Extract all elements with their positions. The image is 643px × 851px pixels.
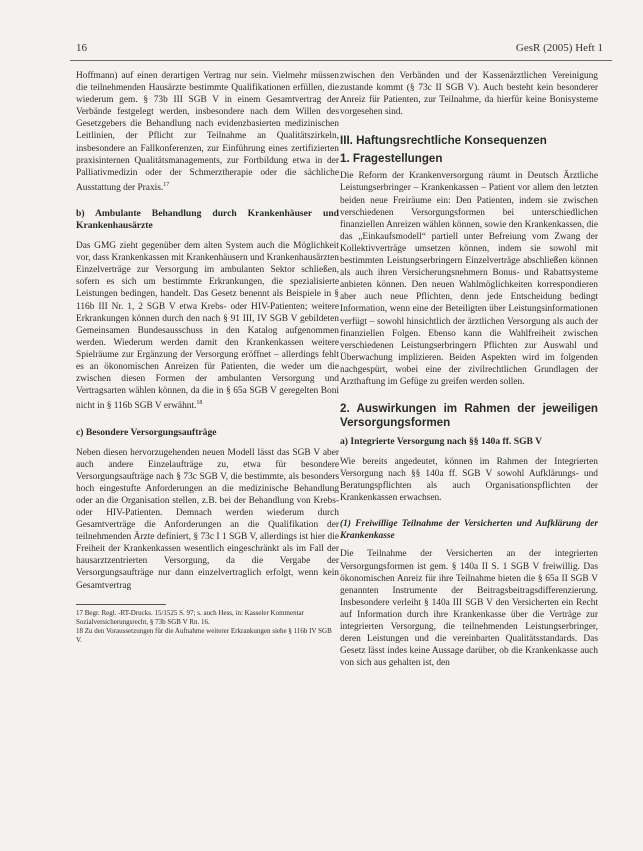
header-rule xyxy=(70,60,612,61)
footnote-ref: 18 xyxy=(196,400,203,407)
right-column xyxy=(340,70,598,669)
footnote: 18 Zu den Voraussetzungen für die Aufnahme weiterer Erkrankungen siehe § 116b IV SGB V. xyxy=(76,626,332,644)
section-heading-2: 2. Auswirkungen im Rahmen der jeweiligen Versorgungsformen xyxy=(340,402,598,430)
paragraph-a1: Die Teilnahme der Versicherten an der integrierten Versorgungsformen ist gem. § 140a II S. 1 SGB V freiwillig. Das ökonomischen Anreiz für ihre Teilnahme bieten die § 65a II SGB V genannten Instrumente der Beitragsbeitragsdifferenzierung. Insbesondere verleiht § 140a III SGB V den Versicherten ein Recht auf Information durch ihre Krankenkasse über die Verträge zur integrierten Versorgung, die teilnehmenden Leistungserbringer, deren Leistungen und die vereinbarten Qualitätsstandards. Das Gesetz lässt indes keine Aussage darüber, ob die Krankenkasse auch von sich aus gehalten ist, den xyxy=(340,549,598,669)
left-column xyxy=(76,70,339,645)
paragraph-intro xyxy=(76,70,339,194)
footnotes xyxy=(76,609,339,645)
paragraph-c: Neben diesen hervorzugehenden neuen Modell lässt das SGB V aber auch andere Einzelaufträge zu, etwa für besondere Versorgungsaufträge nach § 73c SGB V, die bestimmte, als besonders hoch eingestufte Anforderungen an die medizinische Behandlung oder an die Organisation stellen, z.B. bei der Behandlung von Krebs- oder HIV-Patienten. Demnach werden wiederum durch Gesamtverträge die Anforderungen an die Qualifikation der teilnehmenden Ärzte definiert, § 73c I 1 SGB V, allerdings ist hier die Freiheit der Krankenkassen wesentlich eingeschränkt als im Fall der hausarztzentrierten Versorgung, da die Vergabe der Versorgungsaufträge nur dann einzelvertraglich erfolgt, wenn kein Gesamtvertrag xyxy=(76,447,339,591)
footnote-ref: 17 xyxy=(163,181,170,188)
page-number: 16 xyxy=(76,42,87,54)
journal-reference: GesR (2005) Heft 1 xyxy=(515,42,603,54)
paragraph-text: Das GMG zieht gegenüber dem alten System auch die Möglichkeit vor, dass Krankenkassen mit Krankenhäusern und Krankenhausärzten Einzelverträge zur Versorgung im ambulanten Sektor schließen, sofern es sich um bestimmte Erkrankungen, die spezialisierte Leistungen bedingen, handelt. Das Gesetz benennt als Beispiele in § 116b III Nr. 1, 2 SGB V etwa Krebs- oder HIV-Patienten; weitere Erkrankungen können durch den nach § 91 III, IV SGB V gebildeten Gemeinsamen Bundesausschuss in den Katalog aufgenommen werden. Wiederum werden damit den Krankenkassen weitere Spielräume zur Ergänzung der Versorgung eröffnet – allerdings fehlt es an ökonomischen Anreizen für Patienten, die weder um die zwischen diesen Formen der ambulanten Versorgung und Vertragsarten wählen können, da die in § 65a SGB V geregelten Boni nicht in § 116b SGB V erwähnt. xyxy=(76,241,339,412)
paragraph-text: Hoffmann) auf einen derartigen Vertrag nur sein. Vielmehr müssen die teilnehmenden Hausärzte bestimmte Qualifikationen erfüllen, die wiederum gem. § 73b III SGB V in einem Gesamtvertrag der Verbände festgelegt werden, insbesondere nach dem Willen des Gesetzgebers die Behandlung nach evidenzbasierten medizinischen Leitlinien, der Pflicht zur Teilnahme an Qualitätszirkeln, insbesondere an Fallkonferenzen, zur Einführung eines zertifizierten praxisinternen Qualitätsmanagements, zur Fortbildung etwa in der Palliativmedizin oder der Schmerztherapie oder die sächliche Ausstattung der Praxis. xyxy=(76,71,339,193)
heading-c: c) Besondere Versorgungsaufträge xyxy=(76,426,217,438)
paragraph-top: zwischen den Verbänden und der Kassenärztlichen Vereinigung zustande kommt (§ 73c II SGB V). Auch besteht kein besonderer Anreiz für Patienten, zur Teilnahme, da hierfür keine Bonisysteme vorgesehen sind. xyxy=(340,71,598,118)
heading-a1: (1) Freiwillige Teilnahme der Versicherten und Aufklärung der Krankenkasse xyxy=(340,519,598,542)
footnote: 17 Begr. Regl. -RT-Drucks. 15/1525 S. 97; s. auch Hess, in: Kasseler Kommentar Sozialversicherungsrecht, § 73b SGB V Rn. 16. xyxy=(76,608,304,626)
heading-a: a) Integrierte Versorgung nach §§ 140a ff. SGB V xyxy=(340,436,543,448)
section-heading-1: 1. Fragestellungen xyxy=(340,152,443,166)
paragraph-1: Die Reform der Krankenversorgung räumt in Deutsch Ärztliche Leistungserbringer – Krankenkassen – Patient vor allem den letzten beiden neue Freiräume ein: Den Patienten, indem sie zwischen verschiedenen Versorgungsformen bei unterschiedlichen finanziellen Anreizen wählen können, sowie den Krankenkassen, die das „Einkaufsmodell“ partiell unter Befreiung vom Zwang der Kollektivverträge umsetzen können, indem sie sowohl mit bestimmten Leistungserbringern Einzelverträge abschließen können als auch ihren Versicherungsnehmern Bonus- und Rabattsysteme anbieten können. Den neuen Wahlmöglichkeiten korrespondieren aber auch neue Pflichten, denn jede Entscheidung bedingt Information, wenn eine der Beteiligten über Leistungsinformationen verfügt – sowohl hinsichtlich der ärztlichen Versorgung als auch der finanziellen Folgen. Ebenso kann die Wahlfreiheit zwischen verschiedenen Leistungserbringern Pflichten zur Auswahl und Überwachung implizieren. Beiden Aspekten wird im folgenden nachgespürt, wobei eine der zivilrechtlichen Grundlagen der Arzthaftung im Gefüge zu greifen werden sollen. xyxy=(340,171,598,387)
paragraph-a: Wie bereits angedeutet, können im Rahmen der Integrierten Versorgung nach §§ 140a ff. SGB V sowohl Aufklärungs- und Beratungspflichten als auch Organisationspflichten der Krankenkassen erwachsen. xyxy=(340,457,598,504)
paragraph-b xyxy=(76,240,339,412)
heading-b: b) Ambulante Behandlung durch Krankenhäuser und Krankenhausärzte xyxy=(76,208,339,232)
footnote-rule xyxy=(76,604,166,605)
section-heading-iii: III. Haftungsrechtliche Konsequenzen xyxy=(340,134,547,148)
